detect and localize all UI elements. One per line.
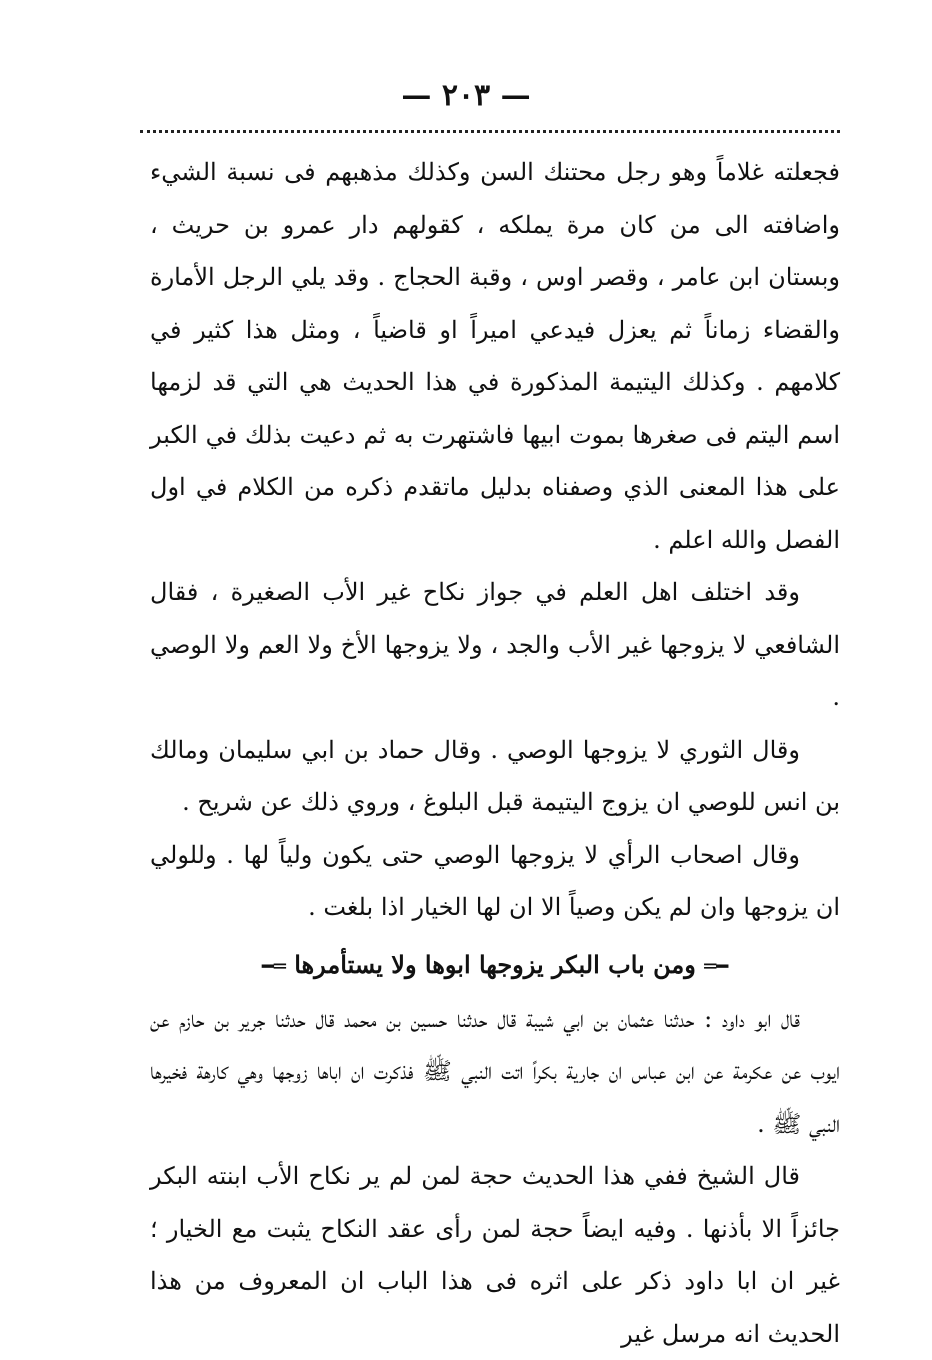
heading-ornament-right: ━═ xyxy=(704,953,729,978)
paragraph-2: وقد اختلف اهل العلم في جواز نكاح غير الأب الصغيرة ، فقال الشافعي لا يزوجها غير الأب والجد ، ولا يزوجها الأخ ولا العم ولا الوصي . xyxy=(150,578,840,711)
paragraph-4: وقال اصحاب الرأي لا يزوجها الوصي حتى يكون ولياً لها . وللولي ان يزوجها وان لم يكن وصياً الا ان لها الخيار اذا بلغت . xyxy=(150,840,840,921)
paragraph-5: قال ابو داود : حدثنا عثمان بن ابي شيبة قال حدثنا حسين بن محمد قال حدثنا جرير بن حازم عن ايوب عن عكرمة عن ابن عباس ان جارية بكراً اتت النبي ﷺ فذكرت ان اباها زوجها وهي كارهة فخيرها النبي ﷺ . xyxy=(150,1004,840,1138)
heading-ornament-left: ═━ xyxy=(261,953,286,978)
section-heading xyxy=(150,942,840,989)
page-number: — ٢٠٣ — xyxy=(401,78,531,113)
body-text xyxy=(150,146,840,1360)
paragraph-3: وقال الثوري لا يزوجها الوصي . وقال حماد بن ابي سليمان ومالك بن انس للوصي ان يزوج اليتيمة قبل البلوغ ، وروي ذلك عن شريح . xyxy=(150,735,840,816)
paragraph-1: فجعلته غلاماً وهو رجل محتنك السن وكذلك مذهبهم فى نسبة الشيء واضافته الى من كان مرة يملكه ، كقولهم دار عمرو بن حريث ، وبستان ابن عامر ، وقصر اوس ، وقبة الحجاج . وقد يلي الرجل الأمارة والقضاء زماناً ثم يعزل فيدعي اميراً او قاضياً ، ومثل هذا كثير في كلامهم . وكذلك اليتيمة المذكورة في هذا الحديث هي التي قد لزمها اسم اليتم فى صغرها بموت ابيها فاشتهرت به ثم دعيت بذلك في الكبر على هذا المعنى الذي وصفناه بدليل ماتقدم ذكره من الكلام في اول الفصل والله اعلم . xyxy=(150,158,840,554)
section-heading-text: ومن باب البكر يزوجها ابوها ولا يستأمرها xyxy=(294,949,696,979)
paragraph-6: قال الشيخ ففي هذا الحديث حجة لمن لم ير نكاح الأب ابنته البكر جائزاً الا بأذنها . وفيه ايضاً حجة لمن رأى عقد النكاح يثبت مع الخيار ؛ غير ان ابا داود ذكر على اثره فى هذا الباب ان المعروف من هذا الحديث انه مرسل غير xyxy=(150,1162,840,1348)
header-divider xyxy=(140,130,840,133)
